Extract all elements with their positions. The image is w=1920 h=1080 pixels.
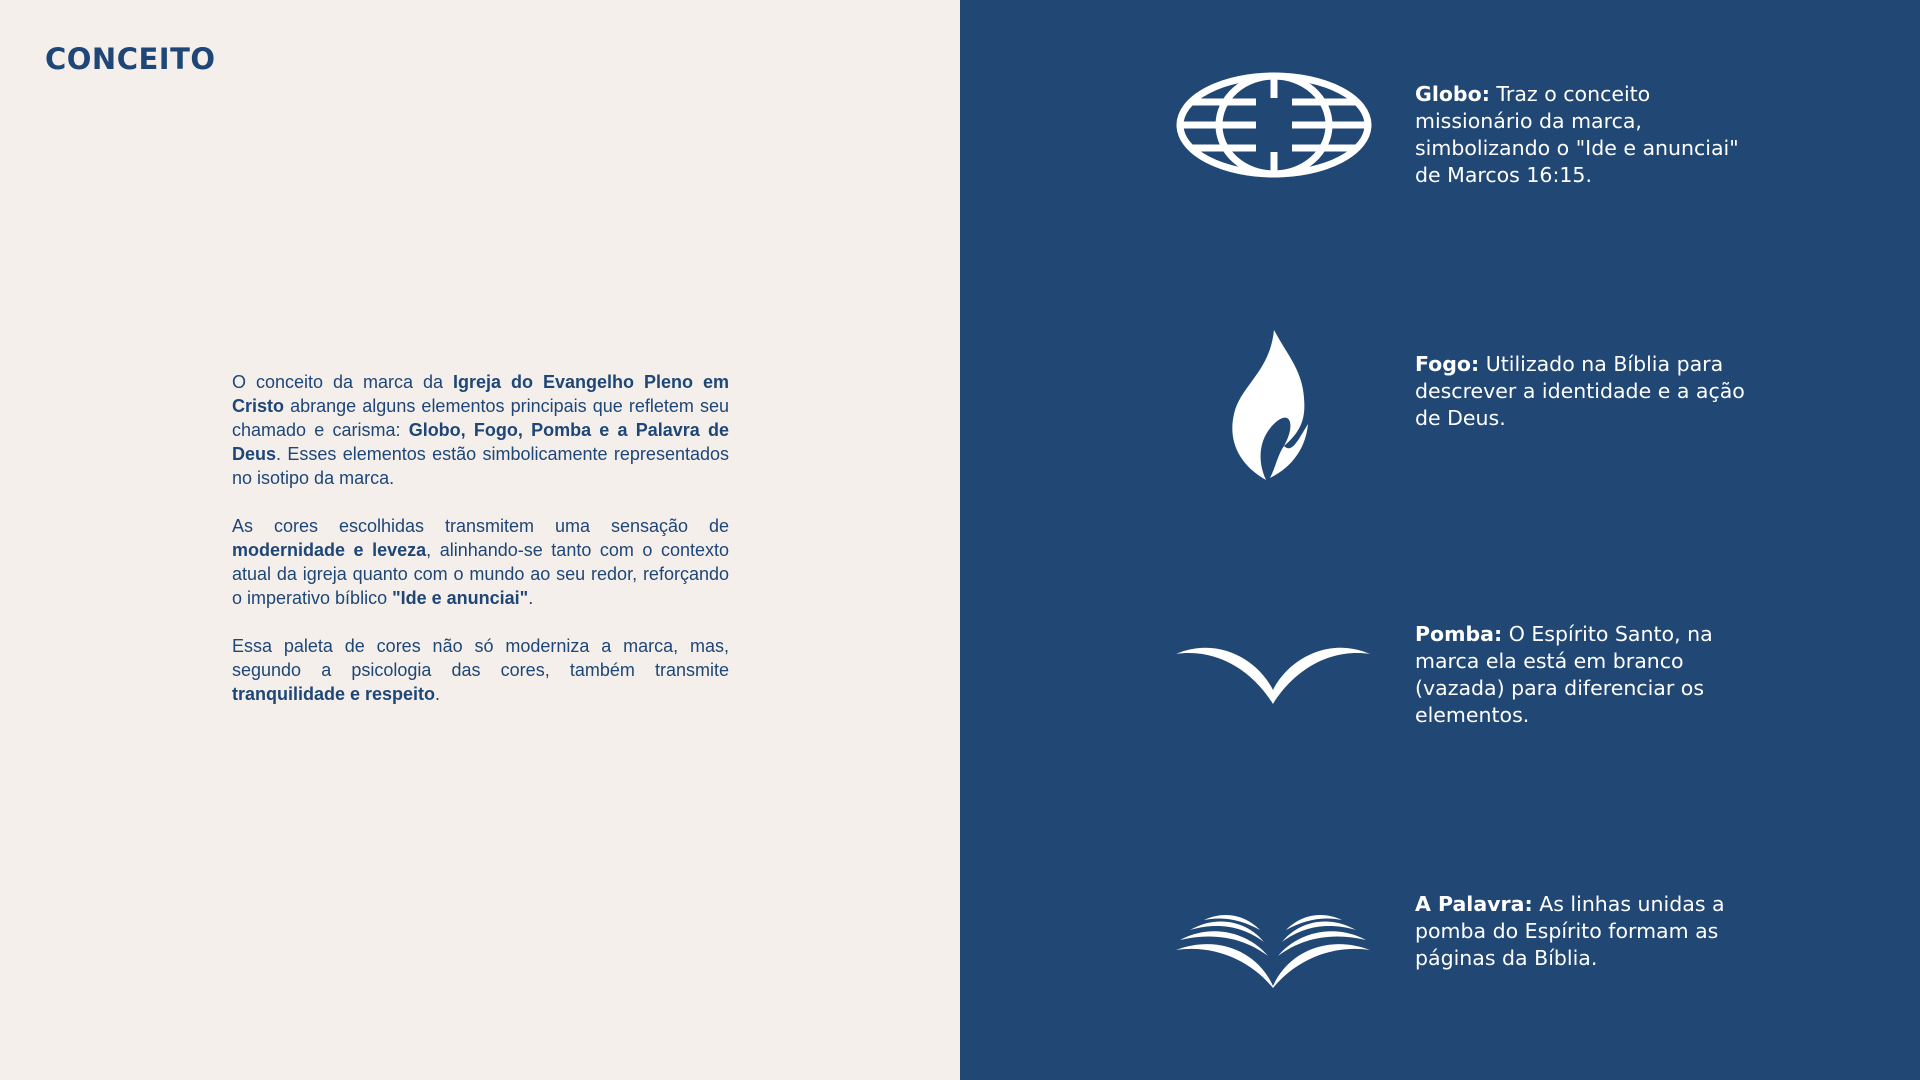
globe-text: Traz o conceito missionário da marca, simbolizando o "Ide e anunciai" de Marcos 16:15.: [1415, 82, 1739, 187]
concept-description: [232, 370, 729, 730]
flame-description: [1415, 351, 1745, 432]
flame-label: Fogo:: [1415, 352, 1480, 376]
intro-p2-text-c: , alinhando-se tanto com o contexto atual da igreja quanto com o mundo ao seu redor, reforçando o imperativo bíblico: [232, 540, 730, 608]
open-bible-icon: [1174, 912, 1372, 988]
page-title: CONCEITO: [45, 42, 216, 76]
bible-text: As linhas unidas a pomba do Espírito formam as páginas da Bíblia.: [1415, 892, 1725, 970]
bible-description: [1415, 891, 1745, 972]
intro-p1-text-c: abrange alguns elementos principais que refletem seu chamado e carisma:: [232, 396, 729, 440]
intro-paragraph-3: [232, 634, 729, 706]
intro-p1-church-name: Igreja do Evangelho Pleno em Cristo: [232, 372, 729, 416]
intro-p1-elements: Globo, Fogo, Pomba e a Palavra de Deus: [232, 420, 729, 464]
intro-p2-quote: "Ide e anunciai": [392, 588, 529, 608]
dove-description: [1415, 621, 1745, 729]
dove-icon: [1174, 640, 1372, 704]
globe-label: Globo:: [1415, 82, 1490, 106]
intro-p3-text-c: .: [435, 684, 441, 704]
intro-paragraph-2: [232, 514, 729, 610]
intro-p3-text-a: Essa paleta de cores não só moderniza a marca, mas, segundo a psicologia das cores, também transmite: [232, 636, 729, 680]
flame-text: Utilizado na Bíblia para descrever a identidade e a ação de Deus.: [1415, 352, 1745, 430]
globe-icon: [1174, 70, 1374, 180]
intro-p2-modernity: modernidade e leveza: [232, 540, 427, 560]
globe-description: [1415, 81, 1745, 189]
intro-p1-text-e: . Esses elementos estão simbolicamente representados no isotipo da marca.: [232, 444, 729, 488]
intro-p3-tranquility: tranquilidade e respeito: [232, 684, 436, 704]
dove-label: Pomba:: [1415, 622, 1503, 646]
intro-p2-text-a: As cores escolhidas transmitem uma sensação de: [232, 516, 729, 536]
flame-icon: [1230, 328, 1310, 482]
dove-text: O Espírito Santo, na marca ela está em branco (vazada) para diferenciar os elementos.: [1415, 622, 1713, 727]
intro-p1-text-a: O conceito da marca da: [232, 372, 454, 392]
intro-paragraph-1: [232, 370, 729, 490]
bible-label: A Palavra:: [1415, 892, 1533, 916]
intro-p2-text-e: .: [528, 588, 534, 608]
